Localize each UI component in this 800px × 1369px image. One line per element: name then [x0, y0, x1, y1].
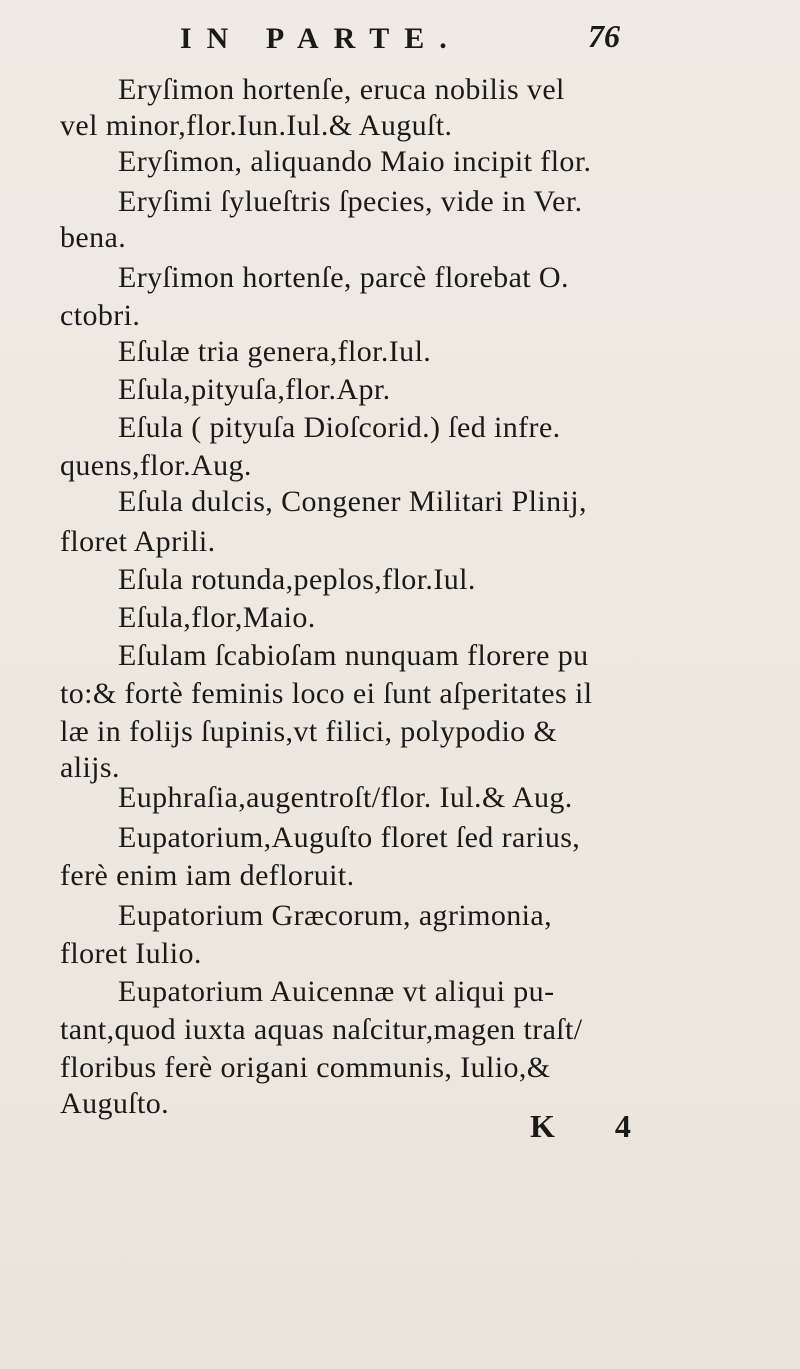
text-line: ferè enim iam defloruit. — [60, 859, 355, 892]
text-line: Auguſto. — [60, 1087, 170, 1120]
text-line: Eſula,flor,Maio. — [118, 601, 316, 634]
text-line: Eſulam ſcabioſam nunquam florere pu — [118, 639, 589, 672]
text-line: Eryſimon, aliquando Maio incipit flor. — [118, 145, 592, 178]
text-line: læ in folijs ſupinis,vt filici, polypodio & — [60, 715, 558, 748]
text-line: Eupatorium Græcorum, agrimonia, — [118, 899, 552, 932]
text-line: Eſula ( pityuſa Dioſcorid.) ſed infre. — [118, 411, 561, 444]
text-line: bena. — [60, 221, 127, 254]
text-line: floribus ferè origani communis, Iulio,& — [60, 1051, 551, 1084]
page-header — [0, 18, 800, 66]
text-line: to:& fortè feminis loco ei ſunt aſperitates il — [60, 677, 593, 710]
text-line: Eſula rotunda,peplos,flor.Iul. — [118, 563, 476, 596]
page-number: 76 — [588, 18, 620, 54]
text-line: Eryſimon hortenſe, parcè florebat O. — [118, 261, 569, 294]
text-line: ctobri. — [60, 299, 141, 332]
text-line: floret Iulio. — [60, 937, 202, 970]
text-line: Eryſimon hortenſe, eruca nobilis vel — [118, 73, 565, 106]
text-line: Eſula,pityuſa,flor.Apr. — [118, 373, 391, 406]
text-line: Eſula dulcis, Congener Militari Plinij, — [118, 485, 587, 518]
text-line: Eryſimi ſylueſtris ſpecies, vide in Ver. — [118, 185, 583, 218]
text-line: Eupatorium,Auguſto floret ſed rarius, — [118, 821, 581, 854]
text-line: vel minor,flor.Iun.Iul.& Auguſt. — [60, 109, 453, 142]
signature-mark: K 4 — [530, 1108, 657, 1144]
text-line: Euphraſia,augentroſt/flor. Iul.& Aug. — [118, 781, 573, 814]
text-line: Eupatorium Auicennæ vt aliqui pu- — [118, 975, 555, 1008]
text-line: floret Aprili. — [60, 525, 216, 558]
text-line: quens,flor.Aug. — [60, 449, 252, 482]
text-line: tant,quod iuxta aquas naſcitur,magen traſt/ — [60, 1013, 583, 1046]
running-title: IN PARTE. — [180, 22, 462, 55]
text-line: Eſulæ tria genera,flor.Iul. — [118, 335, 432, 368]
text-line: alijs. — [60, 751, 120, 784]
